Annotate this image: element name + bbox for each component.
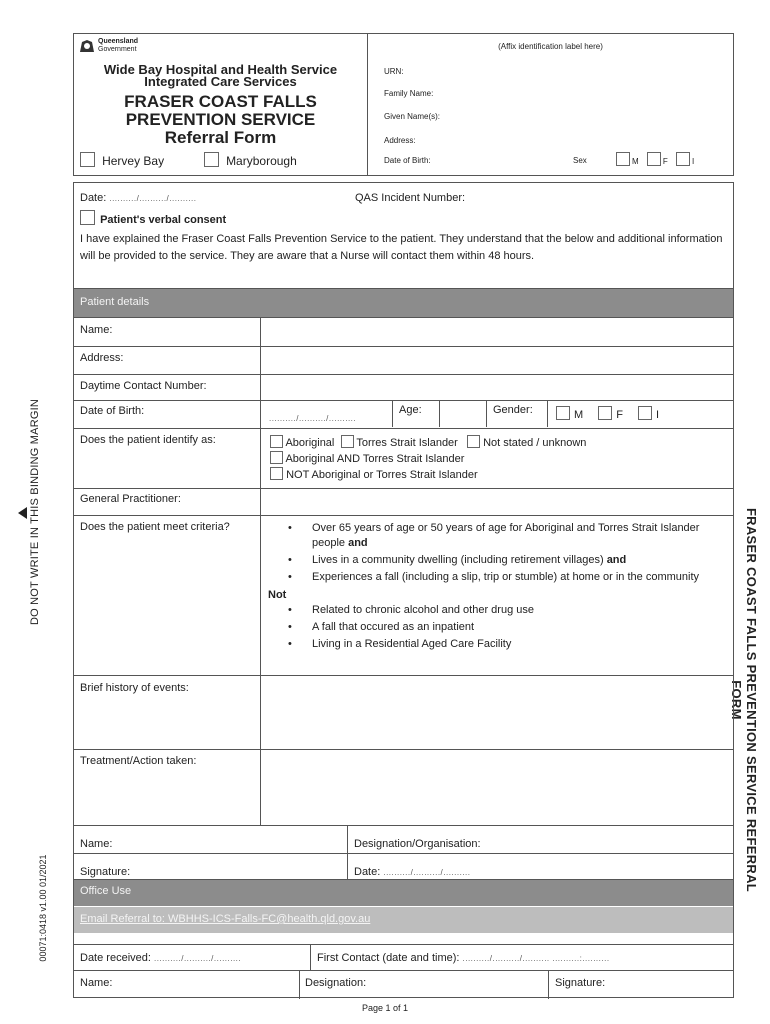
- sex-i-checkbox[interactable]: [676, 152, 690, 166]
- qas-incident-label: QAS Incident Number:: [355, 192, 466, 204]
- history-row[interactable]: [74, 675, 733, 749]
- identify-label: Does the patient identify as:: [80, 434, 216, 446]
- urn-label: URN:: [384, 67, 404, 76]
- identify-line-1: [270, 435, 586, 451]
- sex-f-checkbox[interactable]: [647, 152, 661, 166]
- dob-field[interactable]: ........../........../..........: [269, 414, 357, 423]
- criteria-item-community: [266, 553, 726, 568]
- age-label: Age:: [399, 404, 422, 416]
- page-number: Page 1 of 1: [361, 1003, 409, 1013]
- form-title-line1: FRASER COAST FALLS: [124, 92, 317, 111]
- crest-icon: [79, 39, 95, 53]
- service-line2: Integrated Care Services: [144, 74, 297, 89]
- gender-options: [556, 406, 659, 421]
- gp-row[interactable]: [74, 488, 733, 515]
- gender-f-checkbox[interactable]: [598, 406, 612, 420]
- referrer-name-row: [74, 825, 733, 853]
- office-divider-2: [548, 971, 549, 999]
- criteria-community-and: and: [606, 554, 627, 566]
- consent-date[interactable]: [80, 192, 196, 204]
- date-received-field[interactable]: ........../........../..........: [154, 954, 242, 963]
- gov-name: Queensland: [98, 38, 139, 45]
- referral-date-label: Date:: [354, 866, 381, 878]
- maryborough-label: Maryborough: [226, 154, 297, 168]
- consent-date-field[interactable]: ........../........../..........: [109, 194, 197, 203]
- email-referral-bar: [74, 907, 733, 933]
- sex-m-checkbox[interactable]: [616, 152, 630, 166]
- phone-row[interactable]: [74, 374, 733, 400]
- gender-cell: [486, 401, 548, 427]
- office-use-header: [74, 880, 733, 906]
- torres-strait-label: Torres Strait Islander: [356, 437, 458, 449]
- office-use-table: [73, 880, 734, 998]
- first-contact-field[interactable]: ........../........../.......... ..........:..........: [462, 954, 610, 963]
- family-name-label: Family Name:: [384, 89, 434, 98]
- exclusion-item-inpatient: [266, 620, 726, 635]
- age-input[interactable]: [438, 401, 488, 427]
- qld-logo: [79, 39, 95, 53]
- email-referral-link[interactable]: Email Referral to: WBHHS-ICS-Falls-FC@health.qld.gov.au: [80, 913, 371, 925]
- criteria-item-fall: [266, 570, 726, 585]
- id-label-box: [367, 33, 734, 176]
- date-received-row: [74, 944, 733, 970]
- header-box: [73, 33, 368, 176]
- criteria-age-and: and: [348, 537, 368, 549]
- dob-row: [74, 400, 733, 428]
- criteria-label: Does the patient meet criteria?: [80, 521, 230, 533]
- date-received[interactable]: [80, 952, 241, 964]
- designation-label[interactable]: Designation/Organisation:: [354, 838, 481, 850]
- not-stated-label: Not stated / unknown: [483, 437, 587, 449]
- gender-label: Gender:: [493, 404, 533, 416]
- identify-options: [270, 435, 586, 483]
- consent-box: [73, 182, 734, 288]
- dob-label: Date of Birth:: [80, 405, 145, 417]
- torres-strait-checkbox[interactable]: [341, 435, 354, 448]
- gov-sub: Government: [98, 46, 137, 53]
- referral-date-field[interactable]: ........../........../..........: [383, 868, 471, 877]
- signature-label[interactable]: Signature:: [80, 866, 131, 878]
- identify-line-2: [270, 451, 586, 467]
- criteria-not-label: Not: [268, 589, 287, 601]
- date-received-label: Date received:: [80, 952, 151, 964]
- maryborough-checkbox[interactable]: [204, 152, 219, 167]
- office-name-label[interactable]: Name:: [80, 977, 113, 989]
- form-title-line2: PREVENTION SERVICE: [125, 110, 316, 129]
- aboriginal-and-tsi-label: Aboriginal AND Torres Strait Islander: [285, 453, 465, 465]
- exclusion-item-residential: [266, 637, 726, 652]
- office-use-title: Office Use: [80, 885, 132, 897]
- affix-note: (Affix identification label here): [498, 42, 603, 51]
- gender-i-label: I: [656, 409, 660, 421]
- aboriginal-checkbox[interactable]: [270, 435, 283, 448]
- given-names-label: Given Name(s):: [384, 112, 441, 121]
- address-label: Address:: [80, 352, 124, 364]
- sex-options: [616, 152, 694, 166]
- phone-label: Daytime Contact Number:: [80, 380, 207, 392]
- side-title: FRASER COAST FALLS PREVENTION SERVICE REFERRAL FORM: [729, 507, 759, 893]
- exclusion-inpatient-text: A fall that occured as an inpatient: [312, 621, 475, 633]
- sex-i-label: I: [692, 157, 695, 166]
- first-contact-label: First Contact (date and time):: [317, 952, 460, 964]
- office-divider-1: [299, 971, 300, 999]
- criteria-list: [266, 521, 726, 652]
- consent-text: I have explained the Fraser Coast Falls Prevention Service to the patient. They understand that the below and additional information will be provided to the service. They are aware that a Nurse will contact them within 48 hours.: [80, 233, 723, 262]
- form-code: 00071:0418 v1.00 01/2021: [38, 854, 48, 962]
- site-option-maryborough[interactable]: [204, 152, 297, 168]
- exclusion-alcohol-text: Related to chronic alcohol and other drug use: [312, 604, 534, 616]
- dob-label: Date of Birth:: [384, 156, 431, 165]
- criteria-fall-text: Experiences a fall (including a slip, trip or stumble) at home or in the community: [312, 571, 700, 583]
- name-label: Name:: [80, 324, 113, 336]
- patient-details-header: [74, 289, 733, 317]
- verbal-consent[interactable]: [80, 210, 226, 226]
- site-option-hervey-bay[interactable]: [80, 152, 164, 168]
- signature-row: [74, 853, 733, 881]
- criteria-age-text: Over 65 years of age or 50 years of age for Aboriginal and Torres Strait Islander people: [312, 522, 700, 549]
- not-aboriginal-checkbox[interactable]: [270, 467, 283, 480]
- sex-m-label: M: [632, 157, 639, 166]
- name-row[interactable]: [74, 317, 733, 346]
- service-line1: Wide Bay Hospital and Health Service: [103, 62, 338, 77]
- hervey-bay-checkbox[interactable]: [80, 152, 95, 167]
- not-aboriginal-label: NOT Aboriginal or Torres Strait Islander: [286, 469, 478, 481]
- sex-f-label: F: [662, 157, 668, 166]
- address-row[interactable]: [74, 346, 733, 374]
- office-name-row: [74, 970, 733, 998]
- aboriginal-and-tsi-checkbox[interactable]: [270, 451, 283, 464]
- treatment-row[interactable]: [74, 749, 733, 825]
- identify-line-3: [270, 467, 586, 483]
- verbal-consent-checkbox[interactable]: [80, 210, 95, 225]
- office-signature-label[interactable]: Signature:: [555, 977, 606, 989]
- date-received-divider: [310, 945, 311, 971]
- referrer-name-label[interactable]: Name:: [80, 838, 113, 850]
- criteria-item-age: [266, 521, 726, 551]
- hervey-bay-label: Hervey Bay: [102, 154, 165, 168]
- gender-i-checkbox[interactable]: [638, 406, 652, 420]
- gender-f-label: F: [616, 409, 623, 421]
- office-designation-label[interactable]: Designation:: [305, 977, 367, 989]
- aboriginal-label: Aboriginal: [285, 437, 335, 449]
- form-title-line3: Referral Form: [164, 128, 277, 147]
- criteria-community-text: Lives in a community dwelling (including retirement villages): [312, 554, 607, 566]
- gender-m-checkbox[interactable]: [556, 406, 570, 420]
- identify-row: [74, 428, 733, 488]
- history-label: Brief history of events:: [80, 682, 189, 694]
- binding-margin-arrow-icon: [18, 507, 27, 519]
- sex-label: Sex: [573, 156, 587, 165]
- criteria-row: [74, 515, 733, 675]
- binding-margin-note: DO NOT WRITE IN THIS BINDING MARGIN: [29, 399, 41, 625]
- gp-label: General Practitioner:: [80, 493, 181, 505]
- exclusion-residential-text: Living in a Residential Aged Care Facility: [312, 638, 512, 650]
- patient-details-title: Patient details: [80, 296, 150, 308]
- gender-m-label: M: [574, 409, 584, 421]
- first-contact[interactable]: [317, 952, 610, 964]
- referral-date[interactable]: [354, 866, 470, 878]
- age-cell: [392, 401, 440, 427]
- verbal-consent-label: Patient's verbal consent: [100, 214, 227, 226]
- not-stated-checkbox[interactable]: [467, 435, 480, 448]
- address-label: Address:: [384, 136, 416, 145]
- treatment-label: Treatment/Action taken:: [80, 755, 197, 767]
- patient-details-table: [73, 288, 734, 880]
- consent-date-label: Date:: [80, 192, 107, 204]
- exclusion-item-alcohol: [266, 603, 726, 618]
